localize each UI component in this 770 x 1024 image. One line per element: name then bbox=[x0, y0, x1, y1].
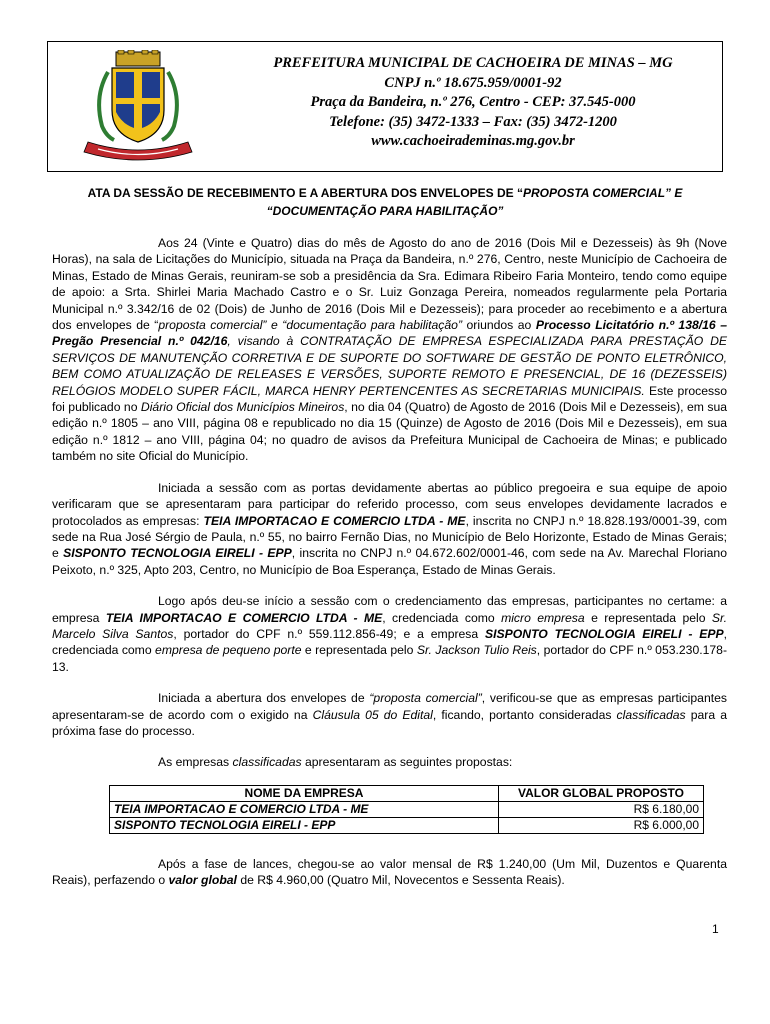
text: , no dia 04 (Quatro) de Agosto de 2016 (Dois Mil e Dezesseis), em sua edição n.º 1805 – ano VIII, página 08 e republicado no dia 15 (Quinze) de Agosto de 2016 (Dois Mil e Dezesseis), em sua edição n.º 1812 – ano VIII, página 04; no quadro de avisos da Prefeitura Municipal de Cachoeira de Minas; e publicado também no site Oficial do Município. bbox=[52, 400, 727, 464]
text: Logo após deu-se início a sessão com o credenciamento das empresas, participantes no certame: a empresa bbox=[52, 594, 727, 625]
text: de R$ 4.960,00 (Quatro Mil, Novecentos e Sessenta Reais). bbox=[236, 873, 565, 888]
company-name: TEIA IMPORTACAO E COMERCIO LTDA - ME bbox=[203, 513, 466, 528]
cnpj-line: CNPJ n.º 18.675.959/0001-92 bbox=[384, 74, 562, 91]
text: Este processo foi publicado no bbox=[52, 383, 727, 415]
text-italic: proposta comercial” e “documentação para habilitação” bbox=[158, 318, 463, 333]
text-italic: classificadas bbox=[616, 707, 686, 722]
text: e representada pelo bbox=[301, 643, 417, 658]
paragraph-opening bbox=[52, 235, 727, 465]
text: , portador do CPF n.º 053.230.178-13. bbox=[52, 643, 728, 674]
text: , credenciada como bbox=[382, 610, 502, 625]
text-italic: empresa de pequeno porte bbox=[155, 643, 302, 658]
table-row bbox=[110, 817, 704, 833]
text: , inscrita no CNPJ n.º 04.672.602/0001-46, com sede na Av. Marechal Floriano Peixoto, n.º 325, Apto 203, Centro, no Município de Boa Esperança, Estado de Minas Gerais. bbox=[52, 546, 727, 577]
letterhead bbox=[47, 41, 723, 172]
text: Iniciada a abertura dos envelopes de bbox=[158, 691, 370, 706]
representative-name: Sr. Jackson Tulio Reis bbox=[416, 643, 537, 658]
text: , portador do CPF n.º 559.112.856-49; e a empresa bbox=[173, 626, 486, 641]
text: As empresas bbox=[158, 755, 233, 770]
representative-name: Sr. Marcelo Silva Santos bbox=[52, 610, 728, 641]
company-cell: SISPONTO TECNOLOGIA EIRELI - EPP bbox=[110, 817, 499, 833]
text-bold-italic: valor global bbox=[168, 873, 237, 888]
text: , inscrita no CNPJ n.º 18.828.193/0001-39, com sede na Rua José Sérgio de Paula, n.º 55, no bairro Fernão Dias, no Município de Belo Horizonte, Estado de Minas Gerais; e bbox=[52, 513, 727, 561]
text-italic: micro empresa bbox=[501, 610, 585, 625]
text-italic: classificadas bbox=[232, 755, 302, 770]
document-title bbox=[50, 184, 720, 220]
text: , verificou-se que as empresas participantes apresentaram-se de acordo com o exigido na bbox=[52, 691, 727, 722]
text: Após a fase de lances, chegou-se ao valor mensal de R$ 1.240,00 (Um Mil, Duzentos e Quarenta Reais), perfazendo o bbox=[52, 856, 727, 888]
page-number: 1 bbox=[712, 922, 719, 936]
company-cell: TEIA IMPORTACAO E COMERCIO LTDA - ME bbox=[110, 801, 499, 817]
text: Aos 24 (Vinte e Quatro) dias do mês de Agosto do ano de 2016 (Dois Mil e Dezesseis) às 9h (Nove Horas), na sala de Licitações do Município, situada na Praça da Bandeira, n.º 276, Centro, neste Município de Cachoeira de Minas, Estado de Minas Gerais, reuniram-se sob a presidência da Sra. Edimara Ribeiro Faria Monteiro, tendo como equipe de apoio: a Srta. Shirlei Maria Machado Castro e o Sr. Luiz Gonzaga Pereira, nomeados regularmente pela Portaria Municipal n.º 3.342/16 de 02 (Dois) de Junho de 2016 (Dois Mil e Dezesseis); para proceder ao recebimento e a abertura dos envelopes de “ bbox=[52, 236, 727, 333]
text: Iniciada a sessão com as portas devidamente abertas ao público pregoeira e sua equipe de apoio verificaram que se apresentaram para participar do referido processo, com seus envelopes devidamente lacrados e protocolados as empresas: bbox=[52, 480, 727, 528]
value-cell: R$ 6.180,00 bbox=[499, 801, 704, 817]
company-name: TEIA IMPORTACAO E COMERCIO LTDA - ME bbox=[105, 610, 383, 625]
text: para a próxima fase do processo. bbox=[52, 707, 727, 738]
proposals-table bbox=[109, 785, 704, 834]
column-header: NOME DA EMPRESA bbox=[110, 785, 499, 801]
text: e representada pelo bbox=[584, 610, 712, 625]
text: , credenciada como bbox=[52, 626, 727, 658]
value-cell: R$ 6.000,00 bbox=[499, 817, 704, 833]
table-row bbox=[110, 801, 704, 817]
company-name: SISPONTO TECNOLOGIA EIRELI - EPP bbox=[63, 546, 292, 561]
process-number: Processo Licitatório n.º 138/16 – Pregão Presencial n.º 042/16 bbox=[52, 318, 727, 349]
paragraph-bids bbox=[52, 856, 727, 889]
text: apresentaram as seguintes propostas: bbox=[301, 755, 513, 770]
text-italic: Diário Oficial dos Municípios Mineiros bbox=[140, 400, 345, 415]
website-line: www.cachoeirademinas.mg.gov.br bbox=[371, 133, 575, 149]
paragraph-credentials bbox=[52, 593, 727, 675]
text: , ficando, portanto consideradas bbox=[432, 707, 617, 722]
phone-line: Telefone: (35) 3472-1333 – Fax: (35) 3472-1200 bbox=[329, 113, 617, 130]
document-body bbox=[52, 235, 727, 904]
title-part-2: PROPOSTA COMERCIAL” E “DOCUMENTAÇÃO PARA HABILITAÇÃO” bbox=[266, 186, 683, 218]
paragraph-participants bbox=[52, 480, 727, 578]
title-part-1: ATA DA SESSÃO DE RECEBIMENTO E A ABERTURA DOS ENVELOPES DE “ bbox=[87, 186, 524, 200]
text-italic: “proposta comercial” bbox=[369, 691, 482, 706]
municipality-name: PREFEITURA MUNICIPAL DE CACHOEIRA DE MINAS – MG bbox=[273, 55, 673, 71]
column-header: VALOR GLOBAL PROPOSTO bbox=[499, 785, 704, 801]
municipal-coat-of-arms bbox=[68, 50, 208, 164]
text-italic: Cláusula 05 do Edital bbox=[312, 707, 433, 722]
address-line: Praça da Bandeira, n.º 276, Centro - CEP: 37.545-000 bbox=[310, 94, 636, 110]
paragraph-proposals-intro bbox=[52, 754, 727, 770]
text: oriundos ao bbox=[462, 318, 536, 333]
object-description: , visando à CONTRATAÇÃO DE EMPRESA ESPECIALIZADA PARA PRESTAÇÃO DE SERVIÇOS DE MANUTENÇÃO CORRETIVA E DE SUPORTE DO SOFTWARE DE GESTÃO DE PONTO ELETRÔNICO, BEM COMO ATUALIZAÇÃO DE RELEASES E VERSÕES, SUPORTE REMOTO E PRESENCIAL, DE 16 (DEZESSEIS) RELÓGIOS MODELO SUPER FÁCIL, MARCA HENRY PERTENCENTES AS SECRETARIAS MUNICIPAIS. bbox=[52, 334, 727, 398]
company-name: SISPONTO TECNOLOGIA EIRELI - EPP bbox=[485, 626, 724, 641]
table-header-row bbox=[110, 785, 704, 801]
paragraph-opening-envelopes bbox=[52, 690, 727, 739]
